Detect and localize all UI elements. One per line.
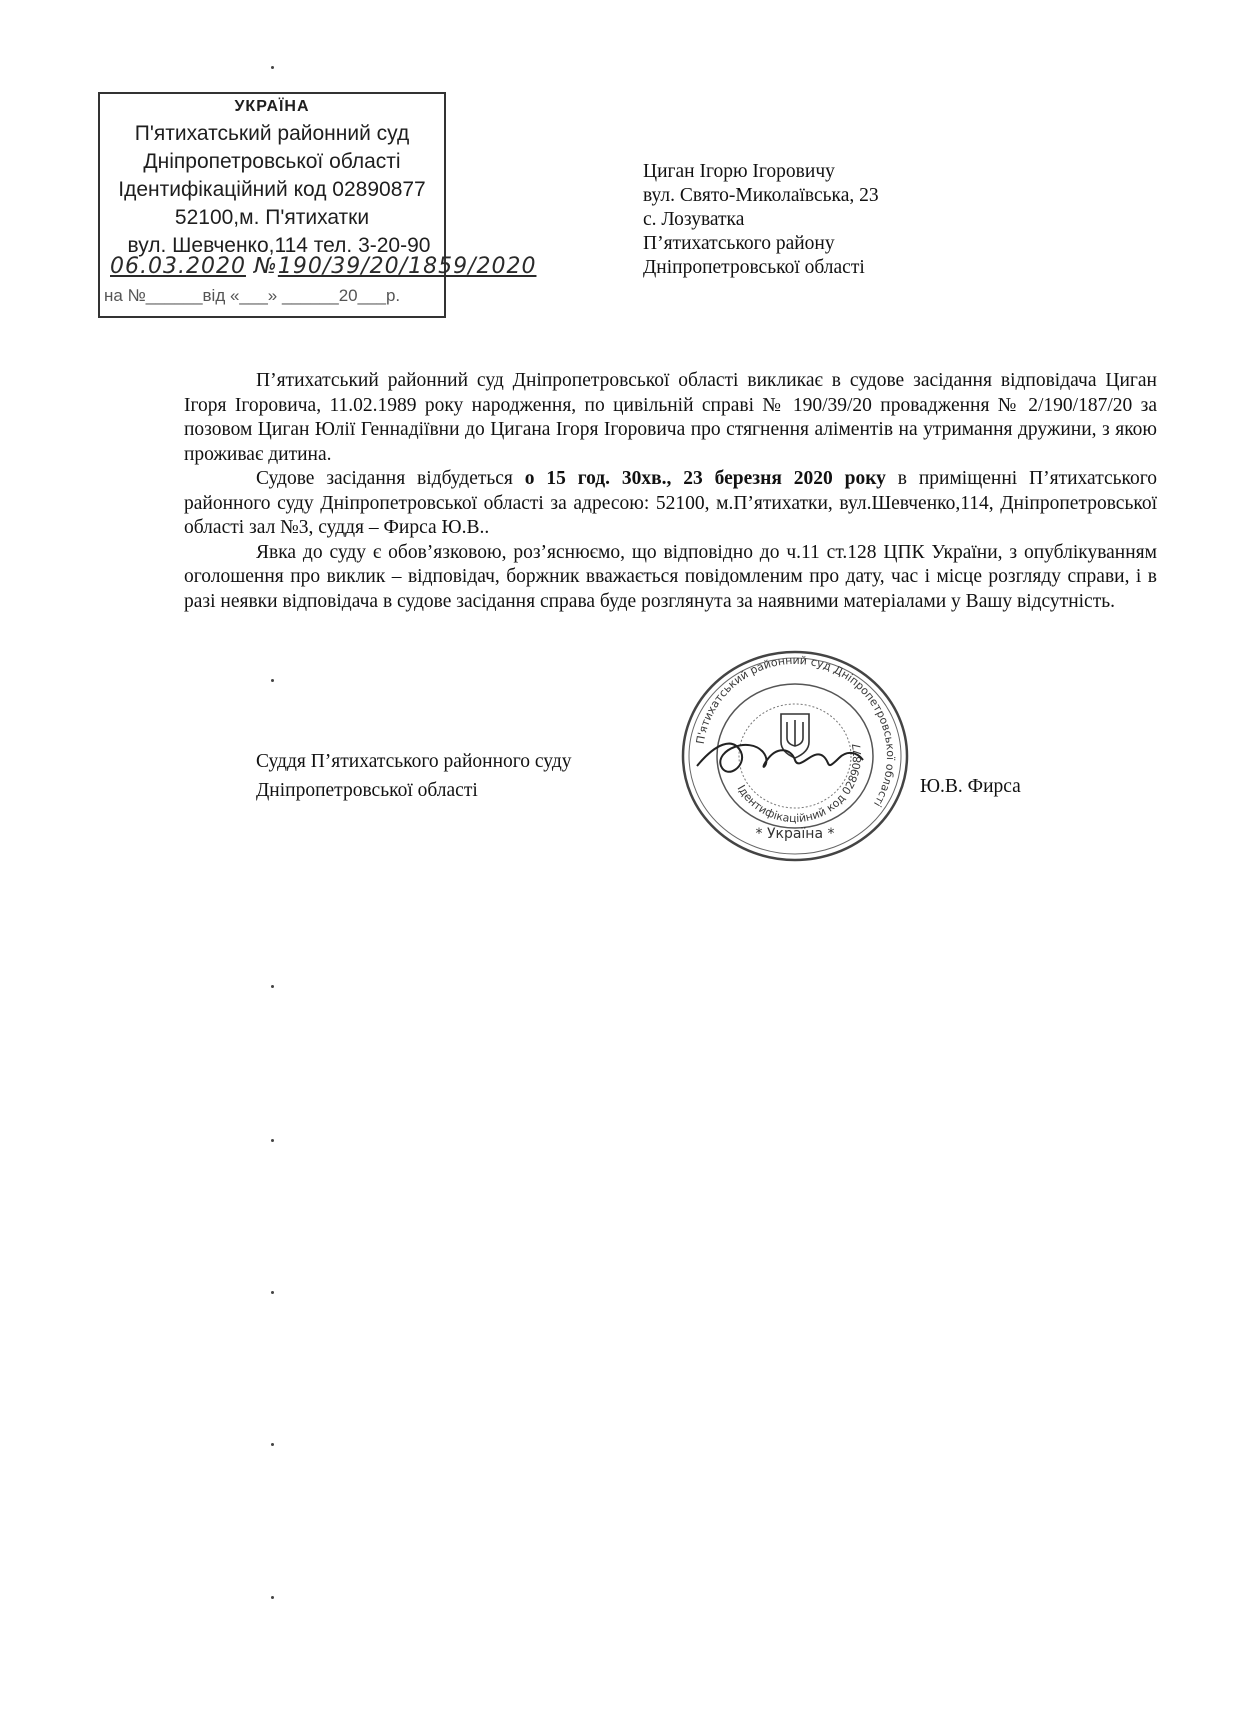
addressee-name: Циган Ігорю Ігоровичу — [643, 161, 835, 182]
stamp-country: УКРАЇНА — [234, 98, 310, 115]
judge-title-line-1: Суддя П’ятихатського районного суду — [256, 751, 572, 772]
margin-dot — [271, 1139, 274, 1142]
handwritten-date: 06.03.2020 — [110, 254, 246, 279]
seal-inner-text: Ідентифікаційний код 02890877 — [734, 742, 865, 826]
stamp-region: Дніпропетровської області — [143, 150, 401, 173]
summons-body — [184, 369, 1157, 614]
margin-dot — [271, 1291, 274, 1294]
hearing-intro: Судове засідання відбудеться — [256, 468, 525, 489]
addressee-village: с. Лозуватка — [643, 209, 745, 230]
addressee-street: вул. Свято-Миколаївська, 23 — [643, 185, 879, 206]
addressee-district: П’ятихатського району — [643, 233, 835, 254]
handwritten-number-label: № — [253, 254, 278, 279]
hearing-location: в приміщенні П’ятихатського районного суду Дніпропетровської області за адресою: 52100, м.П’ятихатки, вул.Шевченко,114, Дніпропетровської області зал №3, суддя – Фирса Ю.В.. — [184, 468, 1157, 538]
judge-title-line-2: Дніпропетровської області — [256, 780, 478, 801]
signature-scribble — [697, 744, 863, 772]
margin-dot — [271, 679, 274, 682]
registration-stamp — [98, 92, 537, 318]
margin-dot — [271, 985, 274, 988]
stamp-handwritten-registration — [110, 254, 536, 279]
summons-paragraph-2 — [184, 467, 1157, 541]
seal-bottom-text: * Україна * — [755, 826, 835, 842]
stamp-city: 52100,м. П'ятихатки — [174, 206, 370, 229]
seal-outer-text: П'ятихатський районний суд Дніпропетровської області — [693, 653, 898, 810]
summons-paragraph-3: Явка до суду є обов’язковою, роз’яснюємо, що відповідно до ч.11 ст.128 ЦПК України, з опублікуванням оголошення про виклик – відповідач, боржник вважається повідомленим про дату, час і місце розгляду справи, і в разі неявки відповідача в судове засідання справа буде розглянута за наявними матеріалами у Вашу відсутність. — [184, 541, 1157, 612]
judge-name: Ю.В. Фирса — [920, 776, 1021, 797]
margin-dot — [271, 1596, 274, 1599]
handwritten-number: 190/39/20/1859/2020 — [277, 254, 537, 279]
official-court-seal — [675, 648, 915, 864]
addressee-block — [643, 160, 879, 280]
stamp-court-name: П'ятихатський районний суд — [134, 122, 410, 145]
margin-dot — [271, 66, 274, 69]
addressee-region: Дніпропетровської області — [643, 257, 865, 278]
margin-dot — [271, 1443, 274, 1446]
hearing-datetime: о 15 год. 30хв., 23 березня 2020 року — [524, 468, 886, 489]
judge-title — [256, 747, 572, 805]
summons-paragraph-1: П’ятихатський районний суд Дніпропетровської області викликає в судове засідання відповідача Циган Ігоря Ігоровича, 11.02.1989 року народження, по цивільній справі № 190/39/20 провадження № 2/190/187/20 за позовом Циган Юлії Геннадіївни до Цигана Ігоря Ігоровича про стягнення аліментів на утримання дружини, з якою проживає дитина. — [184, 370, 1157, 465]
stamp-blank-reference-line: на №______від «___» ______20___р. — [104, 286, 401, 305]
stamp-street: вул. Шевченко,114 тел. 3-20-90 — [127, 234, 431, 257]
stamp-id-code: Ідентифікаційний код 02890877 — [118, 178, 426, 201]
